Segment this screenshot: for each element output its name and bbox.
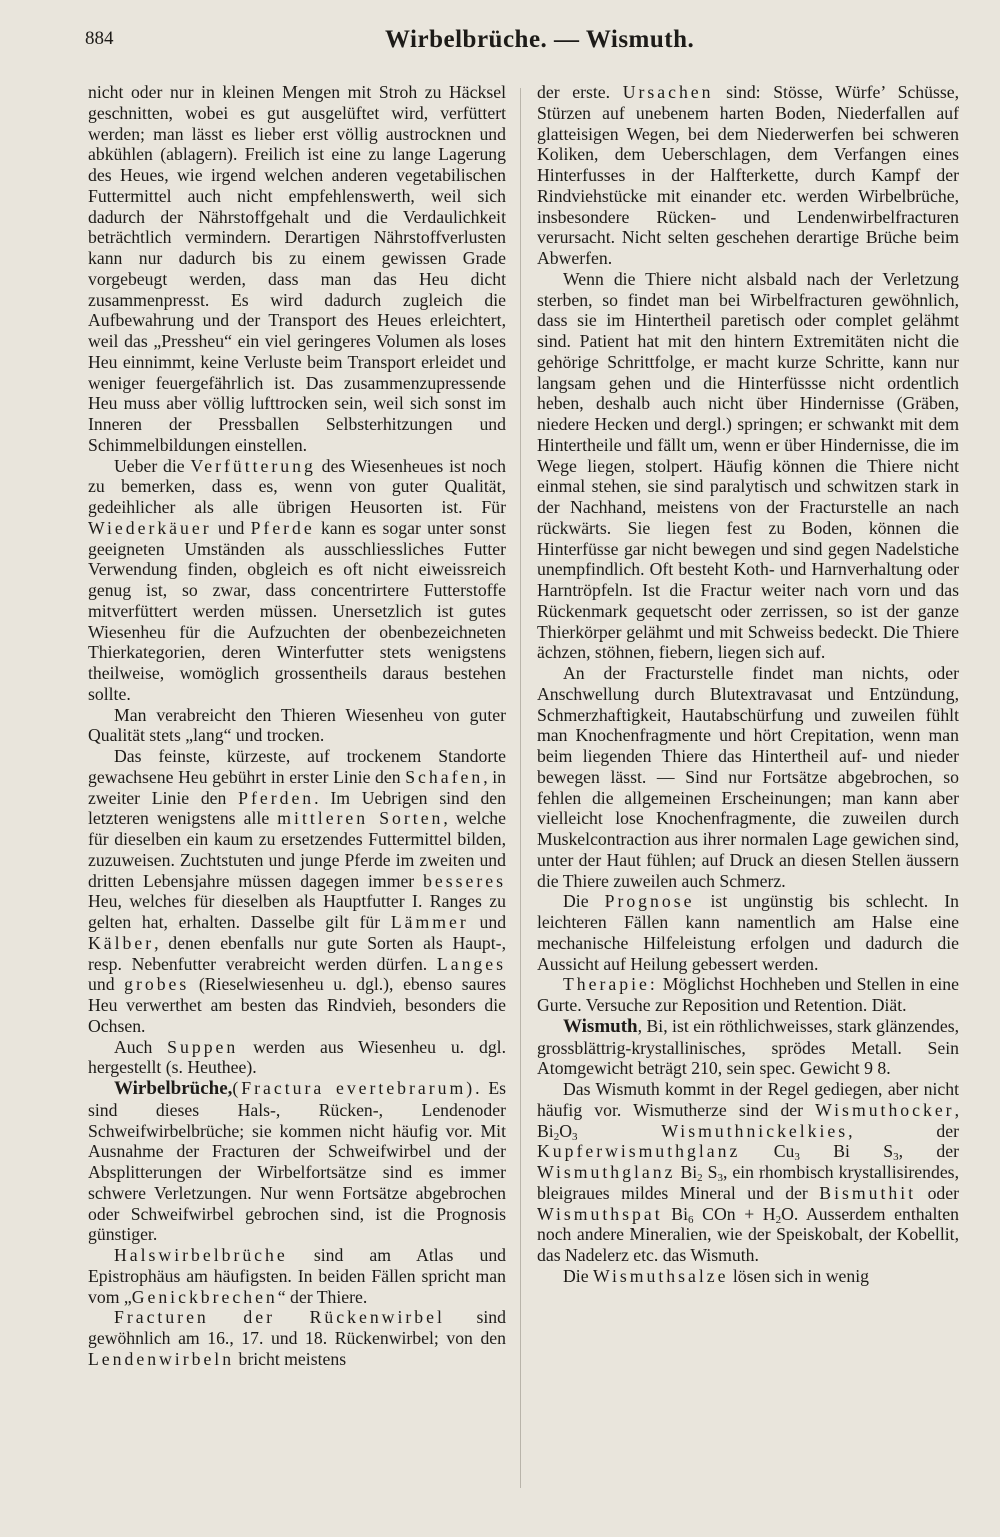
text: sind am Atlas und Epistrophäus am häufigsten. In beiden Fällen spricht man vom „: [88, 1245, 507, 1307]
spaced-term: Verfütterung: [190, 455, 316, 476]
text: , Bi: [537, 1099, 959, 1141]
spaced-term: Ursachen: [622, 82, 714, 102]
text: Ueber die: [114, 455, 185, 476]
text: werden aus Wiesenheu u. dgl. hergestellt (s. Heuthee).: [88, 1036, 506, 1078]
text: , der: [848, 1120, 959, 1141]
text: Das Wismuth kommt in der Regel gediegen, aber nicht häufig vor. Wismutherze sind der: [537, 1079, 959, 1120]
headword: Wismuth: [563, 1015, 638, 1037]
spaced-term: mittleren Sorten: [277, 808, 444, 829]
spaced-term: Schafen: [405, 766, 484, 787]
text: COn + H: [702, 1203, 776, 1224]
text: ist ungünstig bis schlecht. In leichteren Fällen kann namentlich am Halse eine mechanische Hilfeleistung erfolgen und dadurch die Aussicht auf Heilung gebessert werden.: [537, 891, 959, 974]
running-title: Wirbelbrüche. — Wismuth.: [385, 26, 695, 53]
paragraph: Man verabreicht den Thieren Wiesenheu von guter Qualität stets „lang“ und trocken.: [88, 704, 506, 746]
text: Das feinste, kürzeste, auf trockenem Standorte gewachsene Heu gebührt in erster Linie den: [88, 746, 506, 787]
subscript: 2: [775, 1213, 782, 1226]
spaced-term: Kupferwismuthglanz: [537, 1141, 741, 1162]
text: sind gewöhnlich am 16., 17. und 18. Rückenwirbel; von den: [88, 1307, 506, 1348]
left-column: [88, 82, 506, 1370]
text: und: [217, 517, 245, 538]
text: Die: [563, 1265, 589, 1286]
text: O. Ausserdem enthalten noch andere Mineralien, wie der Speiskobalt, der Kobellit, das Nadelerz etc. das Wismuth.: [537, 1203, 959, 1265]
subscript: 3: [893, 1151, 899, 1164]
spaced-term: Wismuthocker: [815, 1099, 955, 1120]
text: O: [559, 1120, 572, 1141]
paragraph: [537, 1079, 959, 1266]
paragraph: [537, 891, 959, 974]
text: kann es sogar unter sonst geeigneten Umständen als ausschliessliches Futter Verwendung finden, obgleich es oft nicht eiweissreich genug ist, so zwar, dass concentrirtere Futterstoffe mitverfüttert werden müssen. Unersetzlich ist gutes Wiesenheu für die Aufzuchten der obenbezeichneten Thierkategorien, deren Winterfutter stets wenigstens theilweise, womöglich grossentheils daraus bestehen sollte.: [88, 517, 506, 704]
spaced-term: Kälber: [88, 932, 155, 953]
paragraph: Wenn die Thiere nicht alsbald nach der Verletzung sterben, so findet man bei Wirbelfracturen gewöhnlich, dass sie im Hintertheil paretisch oder complet gelähmt sind. Patient hat mit den hintern Extremitäten nicht die gehörige Schrittfolge, er macht kurze Schritte, kann nur langsam gehen und die Hinterfüssse nicht ordentlich heben, deshalb auch nicht über Hindernisse (Gräben, niedere Hecken und dergl.) springen; er schwankt mit dem Hintertheile und fällt um, wenn er über Hindernisse, die im Wege liegen, stolpert. Häufig können die Thiere nicht einmal stehen, sie sind paralytisch und schwitzen stark in der Nachhand, meistens von der Fracturstelle an nach rückwärts. Sie liegen fest zu Boden, können die Hinterfüsse gar nicht bewegen und sind gegen Nadelstiche unempfindlich. Oft besteht Koth- und Harnverhaltung oder Harntröpfeln. Ist die Fractur weiter nach vorn und das Rückenmark gequetscht oder zerrissen, so ist der ganze Thierkörper gelähmt und mit Schweiss bedeckt. Die Thiere ächzen, stöhnen, fiebern, liegen sich auf.: [537, 268, 959, 663]
headword: Wirbelbrüche,: [114, 1078, 233, 1099]
spaced-term: grobes: [124, 974, 190, 995]
text: Bi S: [833, 1141, 894, 1162]
subscript: 3: [572, 1130, 578, 1143]
paragraph: [88, 456, 506, 705]
spaced-term: Suppen: [167, 1036, 239, 1057]
text: Möglichst Hochheben und Stellen in eine Gurte. Versuche zur Reposition und Retention. Diät.: [537, 974, 959, 1015]
paragraph: [537, 1266, 959, 1287]
paragraph: [88, 1245, 506, 1307]
spaced-term: Lämmer: [390, 912, 469, 932]
spaced-term: Wiederkäuer: [88, 517, 212, 538]
entry-wismuth: [537, 1016, 959, 1079]
subscript: 2: [553, 1130, 560, 1143]
text: Bi: [671, 1203, 688, 1224]
text: , ein rhombisch krystallisirendes, bleigraues mildes Mineral und der: [537, 1162, 959, 1203]
text: und: [479, 912, 507, 932]
spaced-term: Wismuthspat: [537, 1203, 663, 1224]
spaced-term: Fracturen der Rückenwirbel: [114, 1307, 445, 1328]
subscript: 6: [688, 1213, 694, 1226]
text: des Wiesenheues ist noch zu bemerken, dass es, wenn von guter Qualität, gedeihlicher als alle übrigen Heusorten ist. Für: [88, 455, 507, 517]
text: , denen ebenfalls nur gute Sorten als Haupt-, resp. Nebenfutter verabreicht werden dürfen.: [88, 932, 506, 974]
text: “ der Thiere.: [277, 1286, 368, 1307]
text: Heu, welches für dieselben als Hauptfutter I. Ranges zu gelten hat, erhalten. Dasselbe gilt für: [88, 891, 506, 932]
column-divider: [520, 88, 521, 1488]
text: , Bi, ist ein röthlichweisses, stark glänzendes, grossblättrig-krystallinisches, sprödes Metall. Sein Atomgewicht beträgt 210, sein spec. Gewicht 9 8.: [537, 1015, 959, 1079]
text: der erste.: [537, 82, 611, 102]
paragraph: [88, 1307, 506, 1369]
text: . Es sind dieses Hals-, Rücken-, Lendenoder Schweifwirbelbrüche; sie kommen nicht häufig vor. Mit Ausnahme der Fracturen der Schweifwirbel und der Absplitterungen der Wirbelfortsätze sind es immer schwere Verletzungen. Nur wenn Fortsätze abgebrochen oder Schweifwirbel gebrochen sind, ist die Prognosis günstiger.: [88, 1078, 506, 1245]
subscript: 2: [697, 1172, 703, 1184]
spaced-term: (Fractura evertebrarum): [232, 1078, 476, 1098]
subscript: 3: [717, 1172, 723, 1184]
paragraph: [537, 82, 959, 269]
spaced-term: besseres: [423, 870, 506, 891]
paragraph: [88, 1037, 506, 1079]
text: oder: [927, 1182, 959, 1203]
text: bricht meistens: [238, 1348, 347, 1369]
paragraph: nicht oder nur in kleinen Mengen mit Stroh zu Häcksel geschnitten, wobei es gut ausgelüftet wird, verfüttert werden; man lässt es lieber erst völlig austrocknen und abkühlen (ablagern). Freilich ist eine zu lange Lagerung des Heues, wie irgend welchen anderen vegetabilischen Futtermittel auch nicht empfehlenswerth, weil sich dadurch der Nährstoffgehalt und die Verdaulichkeit beträchtlich vermindern. Derartigen Nährstoffverlusten kann nur dadurch bis zu einem gewissen Grade vorgebeugt werden, dass man das Heu dicht zusammenpresst. Es wird dadurch zugleich die Aufbewahrung und der Transport des Heues erleichtert, weil das „Pressheu“ ein viel geringeres Volumen als loses Heu einnimmt, keine Verluste beim Transport erleidet und weniger feuergefährlich ist. Das zusammenzupressende Heu muss aber völlig lufttrocken sein, weil sich sonst im Inneren der Pressballen Selbsterhitzungen und Schimmelbildungen einstellen.: [88, 82, 506, 455]
text: S: [707, 1162, 718, 1182]
spaced-term: Wismuthsalze: [592, 1265, 729, 1286]
text: Die: [563, 891, 589, 912]
spaced-term: Langes: [436, 953, 506, 974]
text: , in zweiter Linie den: [88, 766, 506, 808]
paragraph: [537, 974, 959, 1016]
spaced-term: Lendenwirbeln: [88, 1348, 235, 1369]
spaced-term: Wismuthnickelkies: [661, 1120, 849, 1141]
text: lösen sich in wenig: [732, 1265, 869, 1286]
text: Cu: [773, 1141, 795, 1162]
text: , der: [898, 1141, 959, 1162]
spaced-term: Pferden: [238, 787, 315, 808]
spaced-term: Therapie:: [563, 974, 658, 995]
text: und: [88, 974, 115, 995]
spaced-term: Wismuthglanz: [537, 1162, 676, 1182]
spaced-term: Genickbrechen: [131, 1286, 278, 1307]
text: (Rieselwiesenheu u. dgl.), ebenso saures Heu verwerthet am besten das Rindvieh, besonders die Ochsen.: [88, 974, 506, 1036]
text: Auch: [114, 1036, 153, 1057]
text: sind: Stösse, Würfe’ Schüsse, Stürzen auf unebenem harten Boden, Niederfallen auf glatteisigen Wegen, bei dem Niederwerfen bei schweren Koliken, dem Ueberschlagen, dem Verfangen eines Hinterfusses in der Halfterkette, durch Kampf der Rindviehstücke mit einander etc. werden Wirbelbrüche, insbesondere Rücken- und Lendenwirbelfracturen verursacht. Nicht selten geschehen derartige Brüche beim Abwerfen.: [537, 82, 960, 268]
spaced-term: Bismuthit: [819, 1182, 917, 1203]
page-header: [85, 28, 960, 62]
spaced-term: Prognose: [604, 891, 695, 912]
entry-wirbelbrueche: [88, 1078, 506, 1245]
page-number: 884: [85, 28, 114, 49]
paragraph: [88, 746, 506, 1037]
right-column: [537, 82, 959, 1287]
text: , welche für dieselben ein kaum zu ersetzendes Futtermittel bilden, zuzuweisen. Zuchtstuten und junge Pferde im zweiten und dritten Lebensjahre müssen dagegen immer: [88, 808, 506, 891]
subscript: 3: [794, 1151, 800, 1164]
text: Bi: [680, 1162, 698, 1182]
text: . Im Uebrigen sind den letzteren wenigstens alle: [88, 787, 507, 829]
paragraph: An der Fracturstelle findet man nichts, oder Anschwellung durch Blutextravasat und Entzündung, Schmerzhaftigkeit, Hautabschürfung und zuweilen fühlt man Knochenfragmente und hört Crepitation, wenn man beim liegenden Thiere das Hintertheil auf- und nieder bewegen lässt. — Sind nur Fortsätze abgebrochen, so fehlen die allgemeinen Erscheinungen; man kann aber vielleicht lose Knochenfragmente, die zuweilen durch Muskelcontraction aus ihrer normalen Lage gewichen sind, unter der Haut fühlen; auf Druck an diesen Stellen äussern die Thiere zuweilen auch Schmerz.: [537, 663, 959, 891]
spaced-term: Halswirbelbrüche: [114, 1245, 288, 1265]
spaced-term: Pferde: [250, 517, 315, 538]
